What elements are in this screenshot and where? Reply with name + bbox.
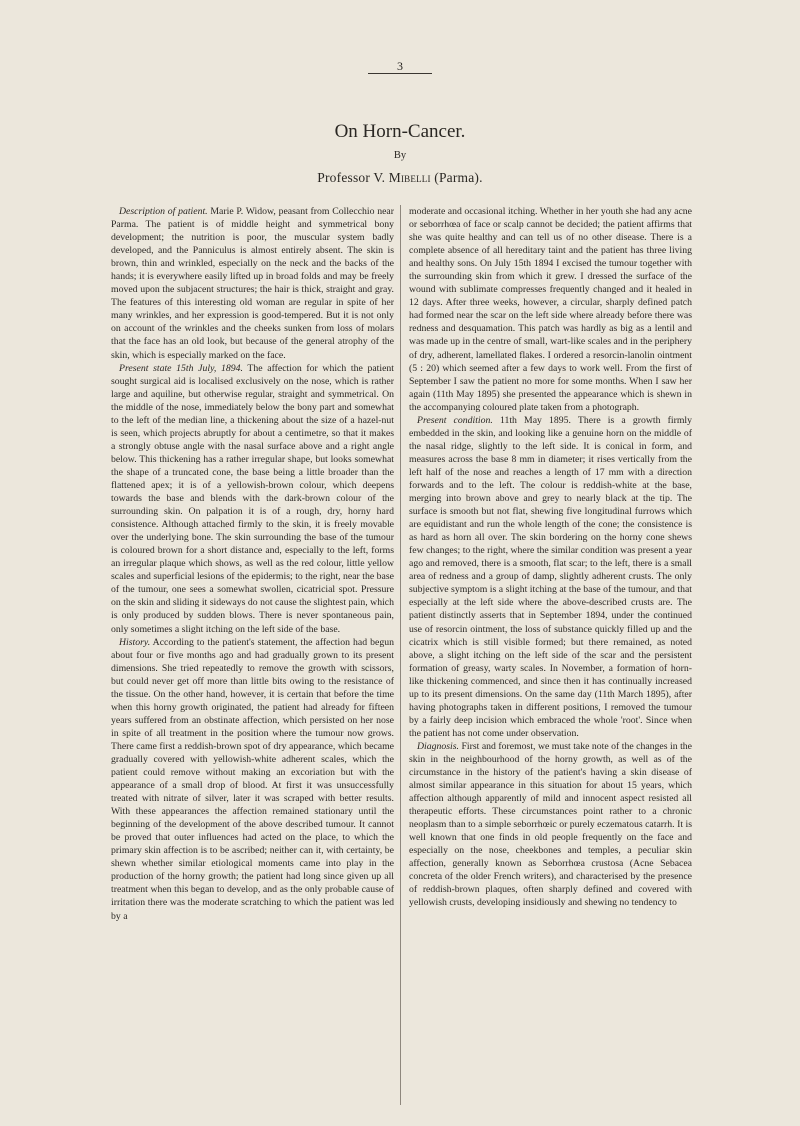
- author-suffix: (Parma).: [430, 170, 483, 185]
- history-lead: History.: [119, 636, 151, 648]
- left-column: [111, 205, 394, 1110]
- description-text: Marie P. Widow, peasant from Collecchio near Parma. The patient is of middle height and symmetrical bony development; the nutrition is poor, the muscular system badly developed, and the Panniculus is almost entirely absent. The skin is brown, thin and wrinkled, especially on the neck and the backs of the hands; it is everywhere easily lifted up in broad folds and may be freely moved upon the subjacent structures; the hair is thick, straight and gray. The features of this interesting old woman are regular in spite of her many wrinkles, and her expression is good-tempered. But it is not only on account of the wrinkles and the cheeks sunken from loss of molars that the face has an old look, but because of the general atrophy of the skin, which is especially marked on the face.: [111, 206, 394, 361]
- continuation-paragraph: moderate and occasional itching. Whether in her youth she had any acne or seborrhœa of face or scalp cannot be decided; the patient affirms that she was quite healthy and can tell us of no other disease. There is a complete absence of all hereditary taint and the patient has three living and healthy sons. On July 15th 1894 I excised the tumour together with the surrounding skin from which it grew. I dressed the surface of the wound with sublimate compresses frequently changed and it healed in 12 days. After three weeks, however, a circular, sharply defined patch had formed near the scar on the left side where already before there was redness and desquamation. This patch was hardly as big as a lentil and was made up in the centre of small, wart-like scales and in the periphery of dry, adherent, lamellated flakes. I ordered a resorcin-lanolin ointment (5 : 20) which seemed after a few days to work well. From the first of September I saw the patient no more for some months. When I saw her again (11th May 1895) she presented the appearance which is shewn in the accompanying coloured plate taken from a photograph.: [409, 206, 692, 413]
- byline: By: [393, 150, 407, 161]
- description-paragraph: [111, 205, 394, 362]
- article-title: On Horn-Cancer.: [334, 121, 466, 142]
- present-state-text: The affection for which the patient sought surgical aid is localised exclusively on the nose, which is rather large and aquiline, but otherwise regular, straight and symmetrical. On the middle of the nose, immediately below the bony part and somewhat to the left of the median line, a thickening about the size of a hazel-nut is seen, which projects abruptly for about a centimetre, so that it makes a strongly obtuse angle with the nasal surface above and a right angle below. This thickening has a rather irregular shape, but looks somewhat the shape of a truncated cone, the base being a little broader than the flattened apex; it is of a yellowish-brown colour, which deepens towards the base and blends with the dark-brown colour of the surrounding skin. On palpation it is of a rough, dry, horny hard consistence. Although attached firmly to the skin, it is freely movable over the underlying bone. The skin surrounding the base of the tumour is coloured brown for a short distance and, especially to the left, forms an irregular plaque which shows, as well as the red colour, little yellow scales and superficial lesions of the epidermis; to the right, near the base of the tumour, one sees a somewhat swollen, cicatricial spot. Pressure on the skin and sliding it sideways do not cause the slightest pain, which is only produced by sudden blows. There is never spontaneous pain, only sometimes a slight itching on the left side of the base.: [111, 362, 394, 635]
- column-divider: [400, 205, 401, 1105]
- history-text: According to the patient's statement, the affection had begun about four or five months ago and had gradually grown to its present dimensions. She tried repeatedly to remove the growth with scissors, but could never get off more than little bits owing to the resistance of the tissue. On the other hand, however, it is certain that before the time when this horny growth originated, the patient had already for fifteen years suffered from an obstinate affection, which persisted on her nose in spite of all treatment in the position where the tumour now grows. There came first a reddish-brown spot of dry appearance, which became gradually covered with yellowish-white adherent scales, which the patient could remove without making an excoriation but with the appearance of a small drop of blood. At first it was unsuccessfully treated with nitrate of silver, later it was scraped with better results. With these appearances the affection remained stationary until the beginning of the development of the above described tumour. It cannot be proved that outer influences had acted on the place, to which the primary skin affection is to be ascribed; neither can it, with certainty, be shewn whether similar etiological moments came into play in the production of the horny growth; the patient had long since given up all treatment when this began to develop, and as the only probable cause of irritation there was the moderate scratching to which the patient was led by a: [111, 636, 394, 922]
- history-paragraph: [111, 636, 394, 923]
- diagnosis-lead: Diagnosis.: [417, 740, 459, 752]
- present-condition-paragraph: [409, 414, 692, 740]
- present-state-paragraph: [111, 362, 394, 636]
- page-number: 3: [368, 60, 432, 74]
- author-prefix: Professor V.: [317, 170, 389, 185]
- description-lead: Description of patient.: [119, 206, 208, 217]
- author-line: [0, 170, 800, 186]
- diagnosis-paragraph: [409, 740, 692, 910]
- diagnosis-text: First and foremost, we must take note of the changes in the skin in the neighbourhood of the horny growth, as well as of the circumstance in the history of the patient's having a skin disease of almost similar appearance in this situation for about 15 years, which affection although apparently of mild and innocent aspect resisted all therapeutic efforts. These circumstances point rather to a chronic neoplasm than to a simple seborrhœic or purely eczematous catarrh. It is well known that one finds in old people frequently on the face and especially on the nose, cheekbones and temples, a peculiar skin affection, generally known as Seborrhœa crustosa (Acne Sebacea concreta of the older French writers), and characterised by the presence of reddish-brown plaques, often sharply defined and covered with yellowish crusts, developing insidiously and shewing no tendency to: [409, 740, 692, 909]
- right-column: [409, 205, 692, 1110]
- present-condition-lead: Present condition.: [417, 414, 493, 426]
- present-condition-text: 11th May 1895. There is a growth firmly embedded in the skin, and looking like a genuine horn on the middle of the nasal ridge, slightly to the left side. It is conical in form, and measures across the base 8 mm in diameter; it rises vertically from the left half of the nose and reaches a length of 17 mm with a direction forwards and to the left. The colour is reddish-white at the base, merging into brown above and grey to nearly black at the tip. The surface is smooth but not flat, shewing five longitudinal furrows which are equidistant and run the whole length of the cone; the consistence is as hard as horn all over. The skin bordering on the horny cone shews few changes; to the right, where the similar condition was present a year ago and removed, there is a smooth, flat scar; to the left, there is a small area of redness and a group of damp, slightly adherent crusts. The only subjective symptom is a slight itching at the base of the tumour, and that especially at the left side where the above-described crusts are. The patient distinctly asserts that in September 1894, under the continued use of resorcin ointment, the loss of substance quickly filled up and the cicatrix which is still visible formed; but there remained, as noted above, a slight itching on the left side of the scar and the persistent formation of greasy, warty scales. In November, a formation of horn-like thickening commenced, and since then it has continually increased up to its present dimensions. On the same day (11th March 1895), after having photographs taken in different positions, I removed the tumour by a fairly deep incision which embraced the whole 'root'. Since when the patient has not come under observation.: [409, 414, 692, 739]
- author-name: Mibelli: [388, 170, 431, 185]
- present-state-lead: Present state 15th July, 1894.: [119, 362, 243, 374]
